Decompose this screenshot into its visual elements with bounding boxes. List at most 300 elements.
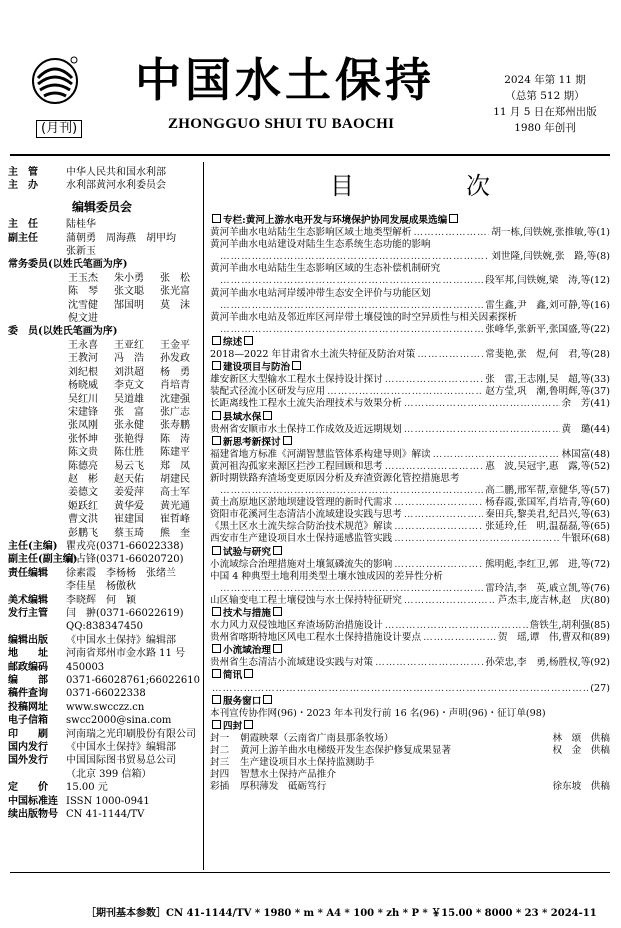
chair-label: 主 任 <box>8 219 38 231</box>
leader-dots <box>385 620 528 632</box>
leader-dots <box>220 251 489 263</box>
toc-entry-author: 杨春霞,张国军,肖培青,等(60) <box>485 497 610 509</box>
square-icon <box>273 607 282 616</box>
person-name: 刘洪超 <box>114 366 144 378</box>
staff-label: 国外发行 <box>8 755 48 767</box>
staff-value: 《中国水土保持》编辑部 <box>66 742 176 754</box>
toc-entry-author: 刘世隆,闫铁婉,张 路,等(8) <box>491 251 610 263</box>
staff-row <box>8 701 196 714</box>
person-name: 张 松 <box>160 272 190 284</box>
toc-entry-title: 黄河羊曲水电站建设对陆生生态系统生态功能的影响 <box>210 239 431 251</box>
toc-entry-title: 黄河羊曲水电站陆生生态影响区域的生态补偿机制研究 <box>210 263 441 275</box>
toc-entry <box>210 386 610 398</box>
square-icon <box>244 669 253 678</box>
staff-row <box>8 728 196 741</box>
toc-entry-author: 高二鹏,邢军帮,章健华,等(57) <box>485 485 610 497</box>
leader-dots <box>212 683 588 695</box>
person-name: 沈雪健 <box>68 299 98 311</box>
person-name: 朱小勇 <box>114 272 144 284</box>
members-label-text: 委 员(以姓氏笔画为序) <box>8 326 118 338</box>
toc-entry-author: 秦田兵,黎美君,纪昌兴,等(63) <box>485 509 610 521</box>
toc-entry-title: 西安市生产建设项目水土保持遥感监管实践 <box>210 533 393 545</box>
staff-value: （北京 399 信箱） <box>66 768 152 780</box>
person-name: 陈文贵 <box>68 447 98 459</box>
leader-dots <box>423 632 496 644</box>
person-name: 易云飞 <box>114 460 144 472</box>
toc-entry <box>210 497 610 509</box>
square-icon <box>283 436 292 445</box>
cover-entry <box>210 757 610 769</box>
toc-entry-author: 张延玲,任 明,温磊磊,等(65) <box>485 521 610 533</box>
staff-row <box>8 674 200 687</box>
toc-section-heading <box>210 607 610 620</box>
toc-entry <box>210 251 610 263</box>
toc-entry-author: 林国富(48) <box>561 448 610 460</box>
person-name: 张艳得 <box>114 433 144 445</box>
square-icon <box>292 361 301 370</box>
leader-dots <box>394 533 559 545</box>
toc-entry-author: 贺 瑶,谭 伟,曹双和(89) <box>497 632 610 644</box>
staff-value: swcc2000@sina.com <box>66 715 172 727</box>
staff-value: 《中国水土保持》编辑部 <box>66 634 176 646</box>
toc-section-heading <box>210 720 610 733</box>
toc-entry-title: 贵州省安顺市水土保持工作成效及近远期规划 <box>210 423 402 435</box>
staff-label: 编 部 <box>8 675 48 687</box>
toc-entry-title: 中国 4 种典型土地利用类型土壤水蚀成因的差异性分析 <box>210 570 443 582</box>
person-name: 王玉杰 <box>68 272 98 284</box>
person-name: 彭鹏飞 <box>68 527 98 539</box>
square-icon <box>212 436 221 445</box>
toc-entry-author: 张峰华,张新平,张国盛,等(22) <box>485 323 610 335</box>
toc-section-heading <box>210 336 610 349</box>
leader-dots <box>433 449 560 461</box>
person-name: 张广志 <box>160 406 190 418</box>
staff-value: 瞿戎亮(0371-66022338) <box>66 540 184 552</box>
square-icon <box>449 214 458 223</box>
toc-entry-author: 芦杰丰,庞吉林,赵 庆(80) <box>497 594 610 606</box>
standing-label <box>8 258 196 271</box>
staff-label: 主任(主编) <box>8 540 58 552</box>
staff-value: www.swcczz.cn <box>66 701 145 713</box>
header-rule <box>10 154 610 156</box>
staff-value: 李佳星 杨傲秋 <box>66 581 136 593</box>
vice-chair-row <box>8 232 196 245</box>
square-icon <box>263 411 272 420</box>
square-icon <box>212 361 221 370</box>
toc-section-title: 四封 <box>223 720 243 732</box>
toc-entry-title: 雄安新区大型输水工程水土保持设计探讨 <box>210 374 383 386</box>
toc-entry <box>210 533 610 545</box>
staff-value: ISSN 1000-0941 <box>66 795 150 807</box>
staff-label: 中国标准连 <box>8 795 58 807</box>
person-name: 郜国明 <box>114 299 144 311</box>
staff-value: QQ:838347450 <box>66 621 144 633</box>
toc-entry <box>210 509 610 521</box>
committee-members <box>8 339 196 540</box>
staff-value: 0371-66022338 <box>66 688 146 700</box>
leader-dots <box>385 461 484 473</box>
staff-row <box>8 754 196 767</box>
chair-name: 陆桂华 <box>66 219 96 231</box>
toc-entry-title: 装配式径流小区研发与应用 <box>210 386 326 398</box>
toc-entry-author: 胡一栋,闫铁婉,张推敏,等(1) <box>491 227 610 239</box>
toc-section-title: 简讯 <box>223 670 243 682</box>
vice-chair-label: 副主任 <box>8 232 38 244</box>
issue-date: 11 月 5 日在郑州出版 <box>493 106 597 118</box>
toc-entry <box>210 485 610 497</box>
cover-entry <box>210 745 610 757</box>
committee-title: 编辑委员会 <box>71 199 132 214</box>
staff-label: 责任编辑 <box>8 567 48 579</box>
leader-dots <box>394 521 483 533</box>
staff-label: 美术编辑 <box>8 594 48 606</box>
cover-entry <box>210 781 610 793</box>
chair-row <box>8 218 196 231</box>
toc-entry-title: 黄河祖沟孤家来源区拦沙工程回顾和思考 <box>210 460 383 472</box>
staff-row <box>8 553 196 566</box>
person-name: 姬跃红 <box>68 500 98 512</box>
person-name: 杨 勇 <box>160 366 190 378</box>
toc-entry-title: 《黑土区水土流失综合防治技术规范》解读 <box>210 521 393 533</box>
sponsor-row <box>8 179 196 192</box>
person-name: 崔哲峰 <box>160 514 190 526</box>
person-name: 莫 沫 <box>160 299 190 311</box>
person-name: 张怀坤 <box>68 433 98 445</box>
staff-value: 李晓辉 何 颖 <box>66 594 136 606</box>
journal-title-calligraphy: 中国水土保持 <box>135 53 435 107</box>
person-name: 张凤刚 <box>68 420 98 432</box>
person-name: 陈 琴 <box>68 286 98 298</box>
sponsor-value: 中华人民共和国水利部 <box>66 167 166 178</box>
leader-dots <box>404 398 560 410</box>
square-icon <box>212 214 221 223</box>
staff-row <box>8 714 196 727</box>
person-name: 冯 浩 <box>114 353 144 365</box>
leader-dots <box>220 583 483 595</box>
leader-dots <box>327 386 483 398</box>
person-name: 陈建平 <box>160 447 190 459</box>
leader-dots <box>394 497 483 509</box>
staff-value: 0371-66028761;66022610 <box>66 675 200 687</box>
cover-title: 生产建设项目水土保持监测助手 <box>240 757 375 769</box>
toc-entry <box>210 398 610 410</box>
staff-row <box>8 741 196 754</box>
person-name: 胡建民 <box>160 473 190 485</box>
staff-row <box>8 808 196 821</box>
cover-key: 封二 <box>210 745 230 757</box>
cover-author: 徐东坡 供稿 <box>552 781 610 793</box>
toc-entry <box>210 521 610 533</box>
founded-year: 1980 年创刊 <box>514 122 576 134</box>
toc-entry-author: 熊明彪,李红卫,郭 进,等(72) <box>485 558 610 570</box>
toc-entry-author: 张 雷,王志刚,吴 超,等(33) <box>485 374 610 386</box>
person-name: 陈 涛 <box>160 433 190 445</box>
staff-value: 河南瑞之光印刷股份有限公司 <box>66 728 196 740</box>
leader-dots <box>417 349 483 361</box>
leader-dots <box>413 227 489 239</box>
person-name: 曹文洪 <box>68 514 98 526</box>
toc-entry-title: 2018—2022 年甘肃省水土流失特征及防治对策 <box>210 349 416 361</box>
square-icon <box>212 336 221 345</box>
staff-label: 邮政编码 <box>8 661 48 673</box>
toc-entry <box>210 424 610 436</box>
toc-entry-author: 常斐艳,张 煜,何 君,等(28) <box>485 349 610 361</box>
toc-entry <box>210 275 610 287</box>
staff-value: 孙占锋(0371-66020720) <box>66 554 184 566</box>
toc-entry <box>210 559 610 571</box>
staff-value: 中国国际图书贸易总公司 <box>66 755 176 767</box>
staff-label <box>8 768 66 781</box>
leader-dots <box>220 324 483 336</box>
cover-title: 智慧水土保持产品推介 <box>240 769 336 781</box>
cover-title: 朝霞映翠（云南省广南县那条牧场） <box>240 732 394 744</box>
person-name: 王亚红 <box>114 339 144 351</box>
cover-entry <box>210 769 610 781</box>
leader-dots <box>404 595 496 607</box>
sponsor-value: 水利部黄河水利委员会 <box>66 180 166 192</box>
journal-title-pinyin: ZHONGGUO SHUI TU BAOCHI <box>168 116 395 132</box>
person-name: 陈德亮 <box>68 460 98 472</box>
toc-entry <box>210 461 610 473</box>
toc-entry-author: 段军邦,闫铁婉,梁 涛,等(12) <box>485 275 610 287</box>
cover-author: 林 颂 供稿 <box>552 732 610 744</box>
square-icon <box>263 695 272 704</box>
toc-entry-title: 山区输变电工程土壤侵蚀与水土保持特征研究 <box>210 594 402 606</box>
cover-key: 封三 <box>210 757 230 769</box>
staff-row <box>8 594 196 607</box>
toc-entry-author: 孙荣忠,李 勇,杨胜权,等(92) <box>485 657 610 669</box>
toc-entry-title: 福建省地方标准《河湖智慧监管体系构建导则》解读 <box>210 448 431 460</box>
person-name: 张光富 <box>160 286 190 298</box>
staff-label: 国内发行 <box>8 742 48 754</box>
staff-row <box>8 567 196 580</box>
toc-entry-title: 黄土高原地区淤地坝建设管理的新时代需求 <box>210 497 393 509</box>
staff-row <box>8 634 196 647</box>
staff-label: 电子信箱 <box>8 715 48 727</box>
leader-dots <box>220 275 483 287</box>
square-icon <box>244 336 253 345</box>
leader-dots <box>404 509 483 521</box>
vice-chair-names <box>66 232 196 245</box>
toc-section-title: 建设项目与防治 <box>223 362 291 374</box>
person-name: 蔡玉琦 <box>114 527 144 539</box>
person-name: 蒲朝勇 <box>66 232 96 244</box>
masthead <box>8 166 200 822</box>
toc-section-heading <box>210 546 610 559</box>
toc-entry-author: (27) <box>590 682 610 694</box>
staff-row <box>8 620 196 633</box>
toc-entry <box>210 349 610 361</box>
sponsor-label: 主 办 <box>8 180 38 192</box>
toc-entry-author: 雷生鑫,尹 鑫,刘可静,等(16) <box>485 299 610 311</box>
staff-label: 投稿网址 <box>8 701 48 713</box>
toc-section-title: 县域水保 <box>223 411 262 423</box>
person-name: 沈建强 <box>160 393 190 405</box>
toc-section-title: 新思考新探讨 <box>223 436 281 448</box>
sponsor-label: 主 管 <box>8 167 38 178</box>
toc-entry-title: 水力风力双侵蚀地区弃渣场防治措施设计 <box>210 620 383 632</box>
staff-label <box>8 620 66 633</box>
staff-label: 印 刷 <box>8 728 48 740</box>
staff-label: 地 址 <box>8 648 48 660</box>
toc-entry <box>210 324 610 336</box>
person-name: 高士军 <box>160 487 190 499</box>
toc-section-title: 技术与措施 <box>223 608 271 619</box>
staff-row <box>8 687 196 700</box>
toc-entry <box>210 583 610 595</box>
toc-section-heading <box>210 436 610 449</box>
toc-entry <box>210 595 610 607</box>
person-name: 崔建国 <box>114 514 144 526</box>
toc-section-title: 综述 <box>223 336 243 348</box>
leader-dots <box>220 300 483 312</box>
square-icon <box>273 546 282 555</box>
person-name: 倪文进 <box>68 313 98 325</box>
footer-rule <box>10 872 610 873</box>
cover-key: 封一 <box>210 732 230 744</box>
staff-value: 闫 翀(0371-66022619) <box>66 608 184 619</box>
toc-entry-title: 黄河羊曲水电站及邻近库区河岸带土壤侵蚀的时空异质性与相关因素探析 <box>210 311 517 323</box>
journal-logo <box>30 50 80 112</box>
staff-label: 续出版物号 <box>8 809 58 821</box>
staff-row <box>8 647 196 660</box>
staff-value: 河南省郑州市金水路 11 号 <box>66 648 186 660</box>
toc-entry <box>210 449 610 461</box>
person-name: 赵天佑 <box>114 473 144 485</box>
toc-entry-title: 小流域综合治理措施对土壤氮磷流失的影响 <box>210 558 393 570</box>
square-icon <box>212 695 221 704</box>
monthly-label: (月刊) <box>36 120 82 138</box>
staff-row <box>8 781 196 794</box>
cover-title: 黄河上游羊曲水电梯级开发生态保护修复成果显著 <box>240 745 452 757</box>
person-name: 张永健 <box>114 420 144 432</box>
person-name: 王永喜 <box>68 339 98 351</box>
staff-value: 450003 <box>66 661 105 673</box>
toc-entry-title: 资阳市花溪河生态清洁小流域建设实践与思考 <box>210 509 402 521</box>
toc-section-title: 试验与研究 <box>223 546 271 558</box>
square-icon <box>212 411 221 420</box>
staff-label: 编辑出版 <box>8 634 48 646</box>
toc-plain-line: 本刊宣传协作网(96)・2023 年本刊发行前 16 名(96)・声明(96)・征订单(98) <box>210 707 546 719</box>
square-icon <box>212 669 221 678</box>
toc-entry <box>210 227 610 239</box>
toc-title: 目 次 <box>330 172 534 200</box>
toc-entry <box>210 374 610 386</box>
person-name: 熊 奎 <box>160 527 190 539</box>
square-icon <box>212 644 221 653</box>
square-icon <box>244 720 253 729</box>
person-name: 宋建锋 <box>68 406 98 418</box>
toc-entry-author: 詹铁生,胡利强(85) <box>529 620 610 632</box>
issue-number: 2024 年第 11 期 <box>504 74 586 86</box>
person-name: 张寿鹏 <box>160 420 190 432</box>
person-name: 吴道雄 <box>114 393 144 405</box>
toc-entry <box>210 657 610 669</box>
toc-entry-author: 黄 璐(44) <box>561 423 610 435</box>
person-name: 王教河 <box>68 353 98 365</box>
toc-section-title: 小流域治理 <box>223 645 271 657</box>
leader-dots <box>375 657 483 669</box>
person-name: 李克文 <box>114 380 144 392</box>
person-name: 姜爱萍 <box>114 487 144 499</box>
column-divider <box>203 162 204 870</box>
staff-row <box>8 540 196 553</box>
toc-entry <box>210 300 610 312</box>
toc-entry-title: 黄河羊曲水电站河岸缓冲带生态安全评价与功能区划 <box>210 287 431 299</box>
staff-value: 15.00 元 <box>66 782 108 794</box>
toc-entry-author: 牛银环(68) <box>561 533 610 545</box>
person-name: 胡甲均 <box>146 232 176 244</box>
person-name: 王金平 <box>160 339 190 351</box>
toc-entry-title: 新时期铁路弃渣场变更原因分析及弃渣资源化管控措施思考 <box>210 472 460 484</box>
person-name: 黄光通 <box>160 500 190 512</box>
person-name: 张 富 <box>114 406 144 418</box>
toc-entry-title: 贵州省生态清洁小流域建设实践与对策 <box>210 657 374 669</box>
toc-entry <box>210 683 610 695</box>
staff-list <box>8 540 200 822</box>
toc-entry-title: 长距离线性工程水土流失治理技术与效果分析 <box>210 398 402 410</box>
toc-section-heading <box>210 695 610 708</box>
toc-section-heading <box>210 669 610 682</box>
person-name: 张新玉 <box>66 246 96 258</box>
issue-total: （总第 512 期） <box>505 90 585 102</box>
person-name: 孙发政 <box>160 353 190 365</box>
vice-chair-row <box>8 245 196 258</box>
toc-entry <box>210 620 610 632</box>
square-icon <box>212 720 221 729</box>
toc-entry-title: 贵州省喀斯特地区风电工程水土保持措施设计要点 <box>210 632 422 644</box>
person-name: 张文聪 <box>114 286 144 298</box>
toc-entry-title: 黄河羊曲水电站陆生生态影响区域土地类型解析 <box>210 227 412 239</box>
person-name: 姜德文 <box>68 487 98 499</box>
standing-members <box>8 272 196 326</box>
staff-value: CN 41-1144/TV <box>66 809 145 821</box>
toc-entry <box>210 632 610 644</box>
person-name: 陈仕胜 <box>114 447 144 459</box>
leader-dots <box>220 485 483 497</box>
toc-section-heading <box>210 411 610 424</box>
cover-author: 权 金 供稿 <box>552 745 610 757</box>
toc-section-heading <box>210 361 610 374</box>
square-icon <box>273 644 282 653</box>
square-icon <box>212 546 221 555</box>
cover-title: 厚积薄发 砥砺笃行 <box>240 781 327 793</box>
sponsor-row <box>8 166 196 179</box>
person-name: 郑 凤 <box>160 460 190 472</box>
cover-entry <box>210 733 610 745</box>
toc-entry-author: 赵方莹,巩 潮,鲁明辉,等(37) <box>485 386 610 398</box>
staff-label <box>8 580 66 593</box>
toc-section-title: 服务窗口 <box>223 695 262 707</box>
table-of-contents <box>210 214 610 793</box>
cover-author <box>550 757 610 769</box>
toc-entry-author: 雷玲洁,李 英,戚立凯,等(76) <box>485 582 610 594</box>
toc-section-heading <box>210 214 610 227</box>
cover-key: 封四 <box>210 769 230 781</box>
members-label <box>8 325 196 338</box>
person-name: 吴红川 <box>68 393 98 405</box>
cover-key: 彩插 <box>210 781 230 793</box>
staff-row <box>8 795 196 808</box>
person-name: 赵 彬 <box>68 473 98 485</box>
staff-row <box>8 661 196 674</box>
square-icon <box>212 607 221 616</box>
staff-row <box>8 580 196 593</box>
staff-label: 副主任(副主编) <box>8 554 78 566</box>
person-name: 周海燕 <box>106 232 136 244</box>
staff-label: 稿件查询 <box>8 688 48 700</box>
leader-dots <box>404 424 560 436</box>
